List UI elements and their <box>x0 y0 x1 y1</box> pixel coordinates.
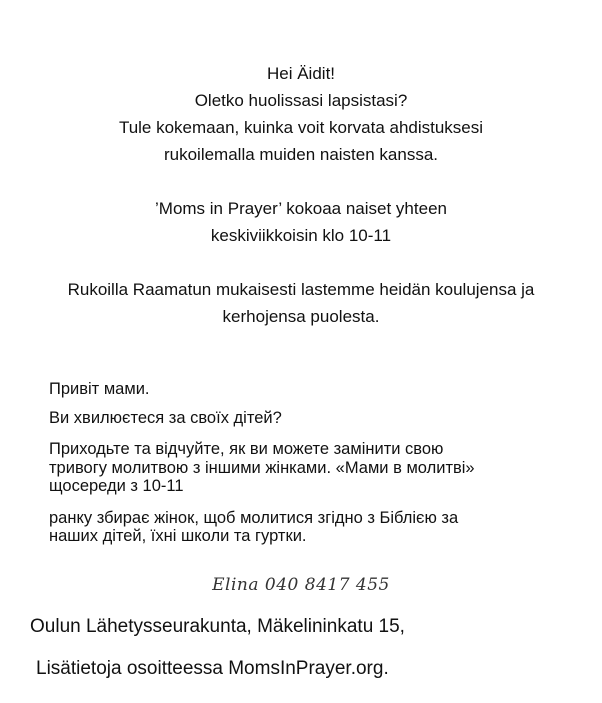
finnish-greeting: Hei Äidit! <box>266 64 336 83</box>
finnish-invite-line-2: rukoilemalla muiden naisten kanssa. <box>163 145 439 164</box>
ukrainian-question: Ви хвилюєтеся за своїх дітей? <box>49 409 282 427</box>
ukrainian-purpose-line-1: ранку збирає жінок, щоб молитися згідно з Біблією за <box>49 509 459 527</box>
ukrainian-invite-line-2: тривогу молитвою з іншими жінками. «Мами в молитві» <box>49 459 475 477</box>
footer-info: Lisätietoja osoitteessa MomsInPrayer.org. <box>36 658 389 679</box>
finnish-question: Oletko huolissasi lapsistasi? <box>194 91 408 110</box>
ukrainian-invite-line-3: щосереди з 10-11 <box>49 477 184 495</box>
finnish-meeting-line-2: keskiviikkoisin klo 10-11 <box>210 226 392 245</box>
finnish-purpose-line-2: kerhojensa puolesta. <box>222 307 380 326</box>
footer-address: Oulun Lähetysseurakunta, Mäkelininkatu 15, <box>30 616 405 637</box>
ukrainian-purpose-line-2: наших дітей, їхні школи та гуртки. <box>49 527 307 545</box>
finnish-purpose-line-1: Rukoilla Raamatun mukaisesti lastemme heidän koulujensa ja <box>67 280 535 299</box>
finnish-invite-line-1: Tule kokemaan, kuinka voit korvata ahdistuksesi <box>118 118 484 137</box>
ukrainian-invite-line-1: Приходьте та відчуйте, як ви можете замінити свою <box>49 440 444 458</box>
signature-phone: Elina 040 8417 455 <box>212 575 390 595</box>
ukrainian-greeting: Привіт мами. <box>49 380 150 398</box>
finnish-meeting-line-1: ’Moms in Prayer’ kokoaa naiset yhteen <box>155 199 447 218</box>
